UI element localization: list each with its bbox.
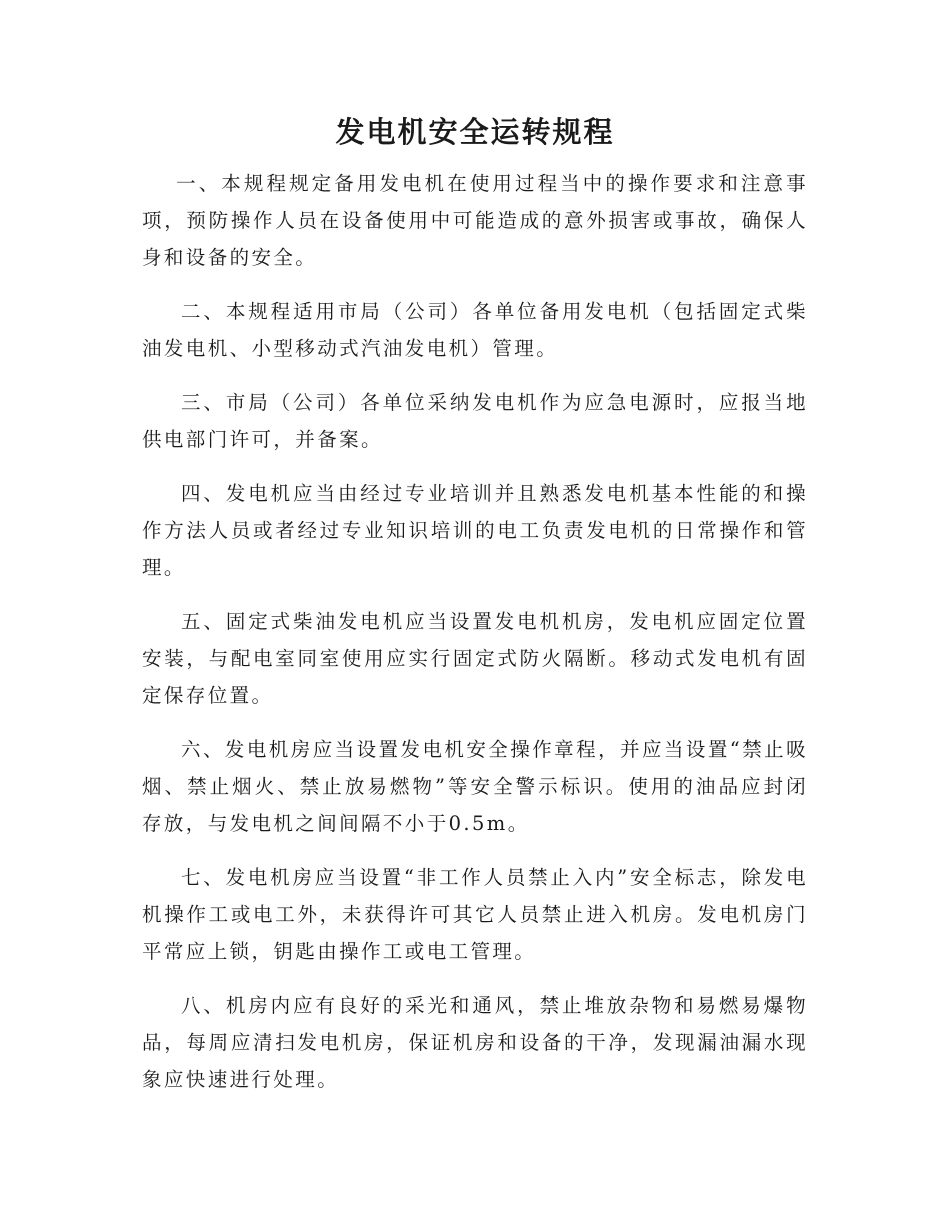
paragraph-3: 三、市局（公司）各单位采纳发电机作为应急电源时，应报当地供电部门许可，并备案。 bbox=[142, 391, 808, 451]
paragraph-7: 七、发电机房应当设置“非工作人员禁止入内”安全标志，除发电机操作工或电工外，未获得许可其它人员禁止进入机房。发电机房门平常应上锁，钥匙由操作工或电工管理。 bbox=[142, 866, 808, 963]
paragraph-2: 二、本规程适用市局（公司）各单位备用发电机（包括固定式柴油发电机、小型移动式汽油发电机）管理。 bbox=[142, 300, 808, 360]
document-body bbox=[142, 165, 808, 1115]
paragraph-6: 六、发电机房应当设置发电机安全操作章程，并应当设置“禁止吸烟、禁止烟火、禁止放易燃物”等安全警示标识。使用的油品应封闭存放，与发电机之间间隔不小于0.5m。 bbox=[142, 738, 808, 835]
document-title: 发电机安全运转规程 bbox=[335, 115, 615, 149]
paragraph-1: 一、本规程规定备用发电机在使用过程当中的操作要求和注意事项，预防操作人员在设备使用中可能造成的意外损害或事故，确保人身和设备的安全。 bbox=[142, 172, 808, 269]
paragraph-5: 五、固定式柴油发电机应当设置发电机机房，发电机应固定位置安装，与配电室同室使用应实行固定式防火隔断。移动式发电机有固定保存位置。 bbox=[142, 610, 808, 707]
paragraph-4: 四、发电机应当由经过专业培训并且熟悉发电机基本性能的和操作方法人员或者经过专业知识培训的电工负责发电机的日常操作和管理。 bbox=[142, 482, 808, 579]
paragraph-8: 八、机房内应有良好的采光和通风，禁止堆放杂物和易燃易爆物品，每周应清扫发电机房，保证机房和设备的干净，发现漏油漏水现象应快速进行处理。 bbox=[142, 994, 808, 1091]
